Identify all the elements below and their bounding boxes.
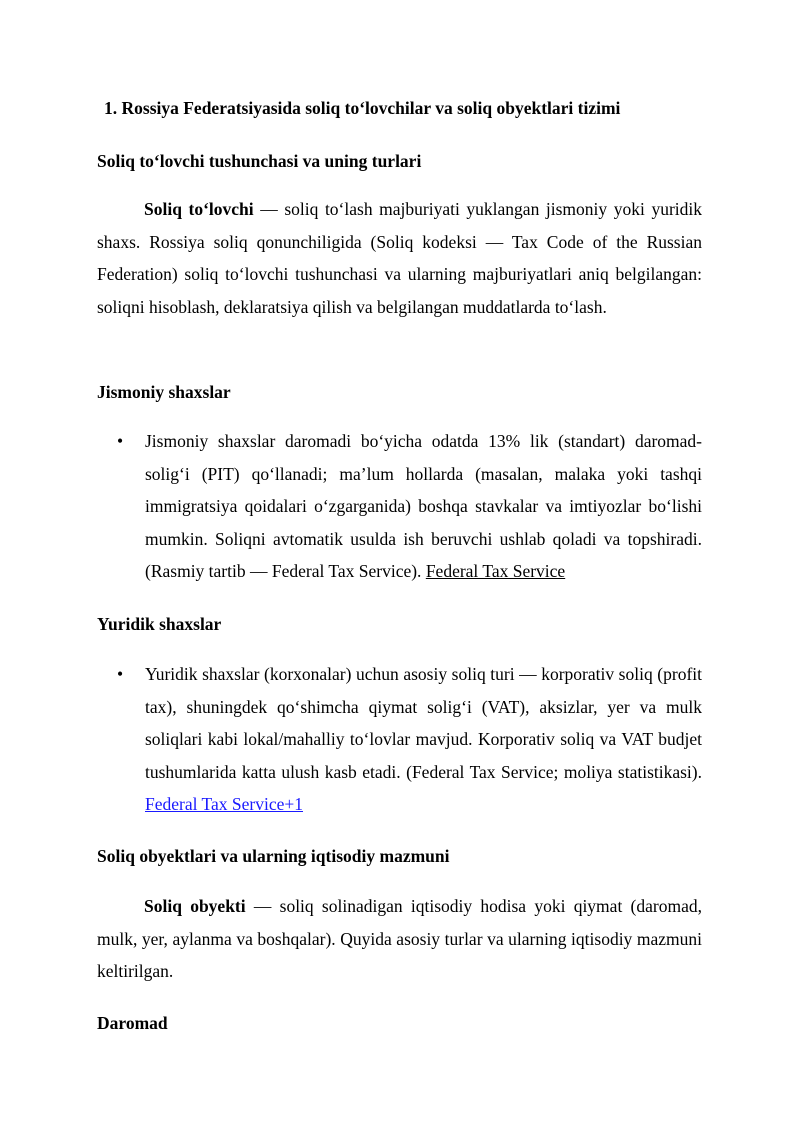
list-item-legal-entities	[97, 658, 702, 821]
bullet-icon: •	[117, 664, 124, 684]
tax-object-definition-paragraph	[97, 890, 702, 988]
bullet-icon: •	[117, 431, 124, 451]
federal-tax-service-plus1-link[interactable]: Federal Tax Service+1	[145, 794, 303, 814]
list-item-individuals	[97, 425, 702, 588]
legal-entities-bullet-paragraph	[145, 658, 702, 821]
section-heading-individuals: Jismoniy shaxslar	[97, 382, 231, 402]
section-heading-taxpayer-concept: Soliq to‘lovchi tushunchasi va uning turlari	[97, 151, 422, 171]
tax-object-definition-text: — soliq solinadigan iqtisodiy hodisa yoki qiymat (daromad, mulk, yer, aylanma va boshqalar). Quyida asosiy turlar va ularning iqtisodiy mazmuni keltirilgan.	[97, 896, 702, 981]
document-title: 1. Rossiya Federatsiyasida soliq to‘lovchilar va soliq obyektlari tizimi	[104, 98, 621, 118]
term-taxpayer: Soliq to‘lovchi	[144, 199, 254, 219]
individuals-bullet-paragraph	[145, 425, 702, 588]
taxpayer-definition-text: — soliq to‘lash majburiyati yuklangan jismoniy yoki yuridik shaxs. Rossiya soliq qonunchiligida (Soliq kodeksi — Tax Code of the Russian Federation) soliq to‘lovchi tushunchasi va ularning majburiyatlari aniq belgilangan: soliqni hisoblash, deklaratsiya qilish va belgilangan muddatlarda to‘lash.	[97, 199, 702, 317]
section-heading-tax-objects: Soliq obyektlari va ularning iqtisodiy mazmuni	[97, 846, 450, 866]
term-tax-object: Soliq obyekti	[144, 896, 246, 916]
federal-tax-service-link[interactable]: Federal Tax Service	[425, 561, 566, 581]
section-heading-income: Daromad	[97, 1013, 168, 1033]
section-heading-legal-entities: Yuridik shaxslar	[97, 614, 222, 634]
individuals-bullet-text: Jismoniy shaxslar daromadi bo‘yicha odatda 13% lik (standart) daromad-solig‘i (PIT) qo‘llanadi; ma’lum hollarda (masalan, malaka yoki tashqi immigratsiya qoidalari o‘zgarganida) boshqa stavkalar va imtiyozlar bo‘lishi mumkin. Soliqni avtomatik usulda ish beruvchi ushlab qoladi va topshiradi. (Rasmiy tartib — Federal Tax Service).	[145, 431, 702, 581]
taxpayer-definition-paragraph	[97, 193, 702, 323]
legal-entities-bullet-text: Yuridik shaxslar (korxonalar) uchun asosiy soliq turi — korporativ soliq (profit tax), shuningdek qo‘shimcha qiymat solig‘i (VAT), aksizlar, yer va mulk soliqlari kabi lokal/mahalliy to‘lovlar mavjud. Korporativ soliq va VAT budjet tushumlarida katta ulush kasb etadi. (Federal Tax Service; moliya statistikasi).	[145, 664, 702, 782]
